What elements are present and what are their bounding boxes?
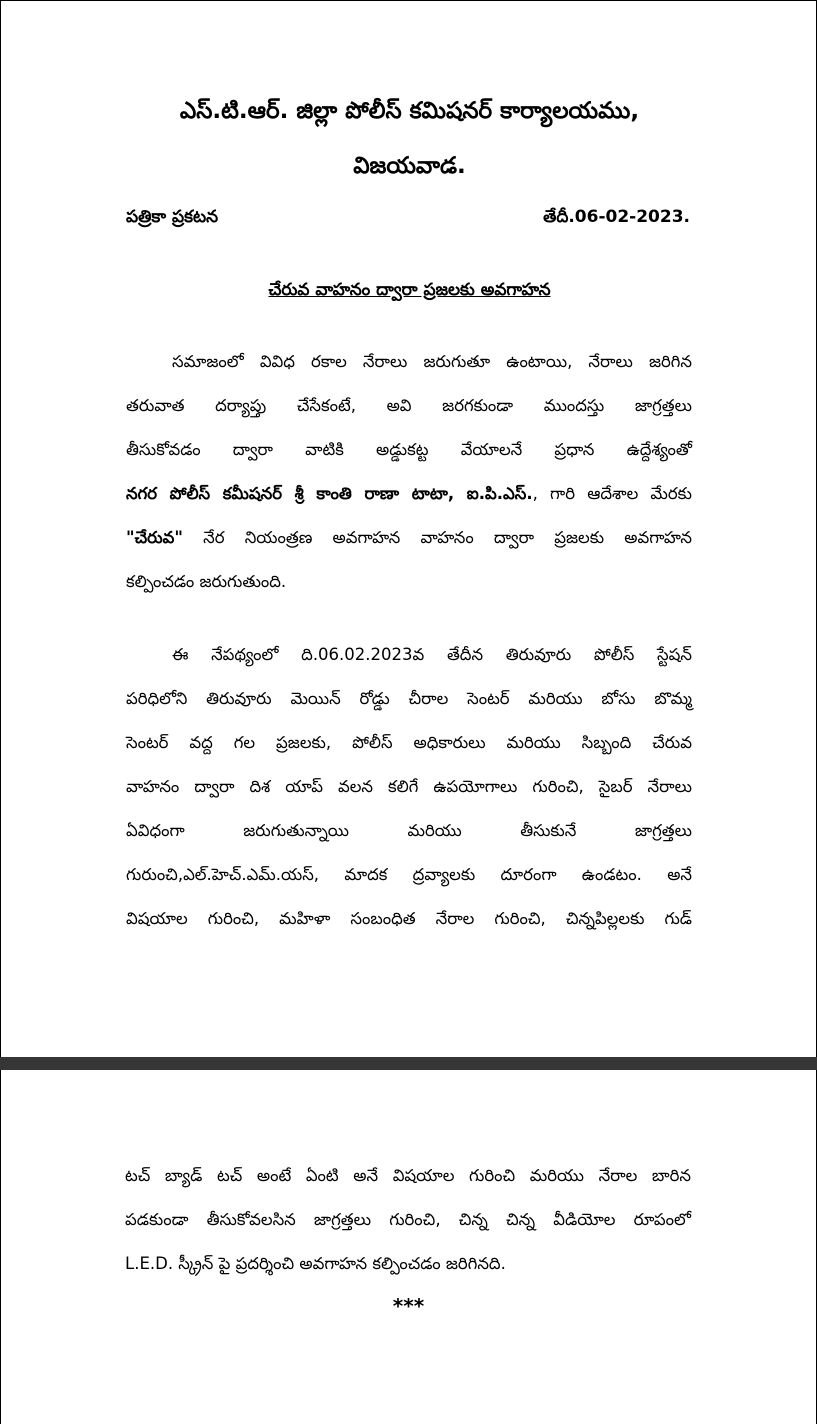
paragraph-1-line: నగర పోలీస్ కమీషనర్ శ్రీ కాంతి రాణా టాటా, ఐ.పి.ఎస్., గారి ఆదేశాల మేరకు bbox=[126, 484, 692, 503]
paragraph-2 bbox=[126, 633, 692, 941]
page-separator bbox=[0, 1057, 817, 1070]
press-release-label: పత్రికా ప్రకటన bbox=[126, 207, 219, 227]
paragraph-2-line: పరిధిలోని తిరువూరు మెయిన్ రోడ్డు చీరాల సెంటర్ మరియు బోసు బొమ్మ bbox=[126, 689, 692, 708]
paragraph-2-line: విషయాల గురించి, మహిళా సంబంధిత నేరాల గురించి, చిన్నపిల్లలకు గుడ్ bbox=[126, 909, 692, 928]
paragraph-2-line: గురుంచి,ఎల్.హెచ్.ఎమ్.యస్, మాదక ద్రవ్యాలకు దూరంగా ఉండటం. అనే bbox=[126, 865, 692, 884]
office-title: ఎస్.టి.ఆర్. జిల్లా పోలీస్ కమిషనర్ కార్యాలయము, bbox=[179, 98, 640, 124]
subject-text: చేరువ వాహనం ద్వారా ప్రజలకు అవగాహన bbox=[268, 280, 551, 300]
paragraph-1-line: తీసుకోవడం ద్వారా వాటికి అడ్డుకట్ట వేయాలనే ప్రధాన ఉద్దేశ్యంతో bbox=[126, 440, 692, 459]
paragraph-2-line: వాహనం ద్వారా దిశ యాప్ వలన కలిగే ఉపయోగాలు గురించి, సైబర్ నేరాలు bbox=[126, 777, 692, 796]
paragraph-2-line: సెంటర్ వద్ద గల ప్రజలకు, పోలీస్ అధికారులు మరియు సిబ్బంది చేరువ bbox=[126, 733, 692, 752]
subject-heading bbox=[1, 277, 817, 303]
end-mark: *** bbox=[392, 1294, 425, 1318]
paragraph-1 bbox=[126, 340, 692, 604]
paragraph-1-line: సమాజంలో వివిధ రకాల నేరాలు జరుగుతూ ఉంటాయి, నేరాలు జరిగిన bbox=[172, 352, 692, 371]
city-title: విజయవాడ. bbox=[353, 153, 466, 179]
commissioner-name: నగర పోలీస్ కమీషనర్ శ్రీ కాంతి రాణా టాటా, ఐ.పి.ఎస్. bbox=[126, 484, 533, 503]
paragraph-1-line: తరువాత దర్యాప్తు చేసేకంటే, అవి జరగకుండా ముందస్తు జాగ్రత్తలు bbox=[126, 396, 692, 415]
paragraph-3 bbox=[125, 1154, 691, 1286]
paragraph-1-line: కల్పించడం జరుగుతుంది. bbox=[126, 572, 287, 591]
paragraph-1-line: "చేరువ" నేర నియంత్రణ అవగాహన వాహనం ద్వారా ప్రజలకు అవగాహన bbox=[126, 528, 692, 547]
release-date: తేదీ.06-02-2023. bbox=[543, 207, 690, 227]
paragraph-2-line: ఈ నేపథ్యంలో ది.06.02.2023వ తేదీన తిరువూరు పోలీస్ స్టేషన్ bbox=[172, 645, 692, 664]
paragraph-3-line: టచ్ బ్యాడ్ టచ్ అంటే ఏంటి అనే విషయాల గురించి మరియు నేరాల బారిన bbox=[125, 1166, 691, 1185]
paragraph-3-line: పడకుండా తీసుకోవలసిన జాగ్రత్తలు గురించి, చిన్న చిన్న వీడియోల రూపంలో bbox=[125, 1210, 691, 1229]
paragraph-2-line: ఏవిధంగా జరుగుతున్నాయి మరియు తీసుకునే జాగ్రత్తలు bbox=[126, 821, 692, 840]
cheruva-term: "చేరువ" bbox=[126, 528, 183, 547]
paragraph-3-line: L.E.D. స్క్రీన్ పై ప్రదర్శించి అవగాహన కల్పించడం జరిగినది. bbox=[125, 1254, 506, 1273]
